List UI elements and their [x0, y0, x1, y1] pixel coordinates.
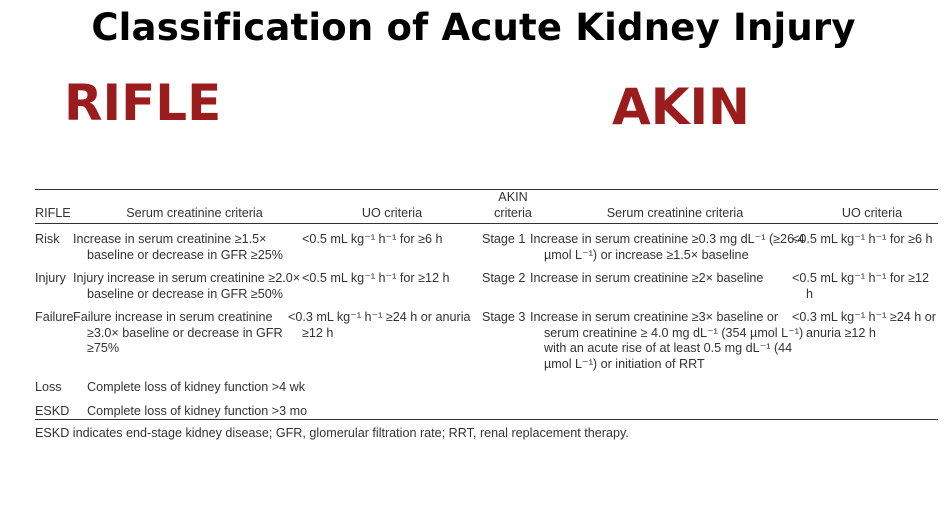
cell-rifle-creatinine: Increase in serum creatinine ≥1.5× baseline or decrease in GFR ≥25% [73, 232, 283, 262]
cell-rifle-creatinine: Failure increase in serum creatinine ≥3.0× baseline or decrease in GFR ≥75% [73, 310, 283, 355]
cell-akin-stage: Stage 2 [482, 271, 526, 285]
cell-rifle-class: Injury [35, 271, 66, 285]
rifle-heading: RIFLE [64, 74, 222, 132]
cell-rifle-creatinine: Injury increase in serum creatinine ≥2.0× baseline or decrease in GFR ≥50% [73, 271, 301, 301]
table-header-row [35, 190, 938, 224]
table-row [35, 372, 938, 396]
aki-classification-table [35, 189, 938, 442]
akin-heading: AKIN [612, 78, 750, 136]
table-row [35, 396, 938, 420]
header-rifle-serum-creatinine: Serum creatinine criteria [87, 190, 302, 224]
cell-rifle-class: Risk [35, 232, 60, 246]
cell-akin-stage: Stage 1 [482, 232, 526, 246]
cell-akin-uo: <0.5 mL kg⁻¹ h⁻¹ for ≥12 h [792, 271, 929, 301]
header-akin: AKIN criteria [482, 190, 544, 224]
cell-rifle-creatinine: Complete loss of kidney function >3 mo [87, 403, 308, 418]
cell-rifle-uo: <0.5 mL kg⁻¹ h⁻¹ for ≥12 h [302, 271, 450, 285]
cell-akin-creatinine: Increase in serum creatinine ≥3× baseline or serum creatinine ≥ 4.0 mg dL⁻¹ (354 µmol L⁻¹) with an acute rise of at least 0.5 mg dL⁻¹ (44 µmol L⁻¹) or initiation of RRT [530, 310, 804, 371]
cell-rifle-creatinine: Complete loss of kidney function >4 wk [87, 380, 306, 394]
cell-akin-uo: <0.5 mL kg⁻¹ h⁻¹ for ≥6 h [792, 232, 933, 246]
table-footnote: ESKD indicates end-stage kidney disease; GFR, glomerular filtration rate; RRT, renal replacement therapy. [35, 420, 938, 442]
header-rifle-uo: UO criteria [302, 190, 482, 224]
table-row [35, 302, 938, 372]
cell-akin-stage: Stage 3 [482, 310, 526, 324]
table-footnote-row [35, 420, 938, 442]
cell-rifle-class: Failure [35, 310, 74, 324]
header-akin-uo: UO criteria [806, 190, 938, 224]
cell-rifle-uo: <0.5 mL kg⁻¹ h⁻¹ for ≥6 h [302, 232, 443, 246]
slide-title: Classification of Acute Kidney Injury [91, 6, 856, 49]
cell-rifle-uo: <0.3 mL kg⁻¹ h⁻¹ ≥24 h or anuria ≥12 h [288, 310, 471, 340]
cell-rifle-class: Loss [35, 380, 62, 394]
cell-akin-creatinine: Increase in serum creatinine ≥0.3 mg dL⁻¹ (≥26.4 µmol L⁻¹) or increase ≥1.5× baseline [530, 232, 805, 262]
table-row [35, 263, 938, 302]
header-rifle: RIFLE [35, 190, 87, 224]
cell-akin-creatinine: Increase in serum creatinine ≥2× baseline [530, 271, 764, 285]
header-akin-serum-creatinine: Serum creatinine criteria [544, 190, 806, 224]
table-row [35, 224, 938, 264]
cell-rifle-class: ESKD [35, 403, 70, 418]
cell-akin-uo: <0.3 mL kg⁻¹ h⁻¹ ≥24 h or anuria ≥12 h [792, 310, 936, 340]
